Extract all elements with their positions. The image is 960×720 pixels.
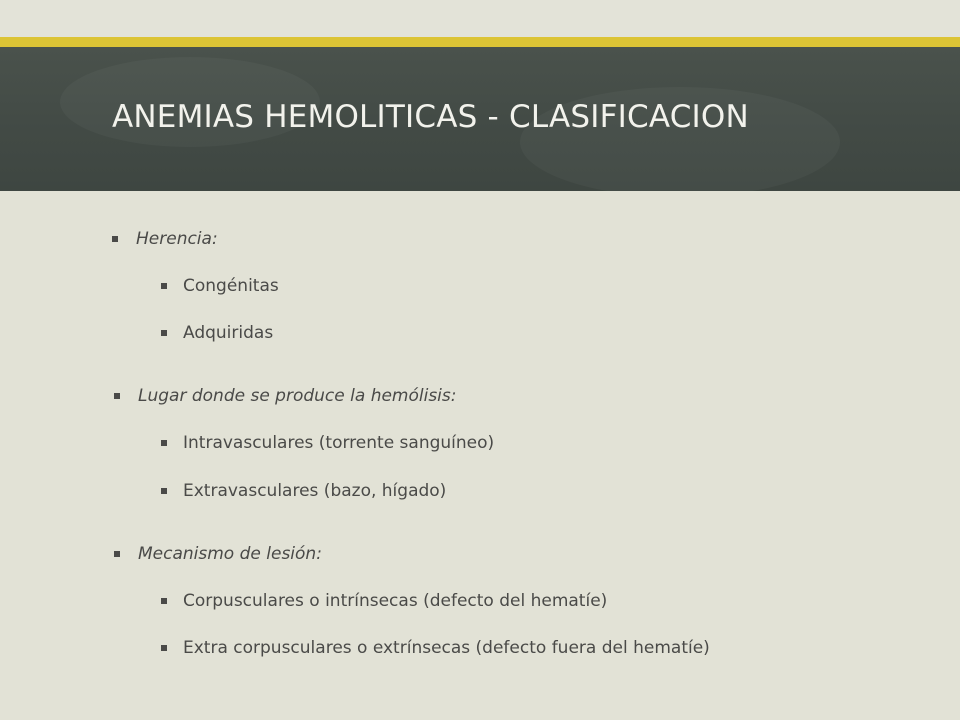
list-item — [161, 481, 446, 501]
section-heading-label: Herencia: — [136, 229, 218, 249]
list-item — [161, 433, 494, 453]
section-heading-lugar — [114, 386, 457, 406]
accent-bar — [0, 37, 960, 47]
list-item — [161, 323, 273, 343]
list-item — [161, 638, 710, 658]
square-bullet-icon — [161, 645, 167, 651]
section-heading-mecanismo — [114, 544, 322, 564]
list-item — [161, 276, 279, 296]
title-band — [0, 47, 960, 191]
section-heading-label: Lugar donde se produce la hemólisis: — [138, 386, 457, 406]
section-heading-herencia — [112, 229, 218, 249]
list-item-label: Adquiridas — [183, 323, 274, 343]
list-item-label: Intravasculares (torrente sanguíneo) — [183, 433, 495, 453]
list-item-label: Congénitas — [183, 276, 279, 296]
slide-title: ANEMIAS HEMOLITICAS - CLASIFICACION — [112, 99, 749, 135]
square-bullet-icon — [161, 488, 167, 494]
square-bullet-icon — [161, 598, 167, 604]
list-item-label: Extra corpusculares o extrínsecas (defecto fuera del hematíe) — [183, 638, 710, 658]
square-bullet-icon — [161, 440, 167, 446]
section-heading-label: Mecanismo de lesión: — [138, 544, 322, 564]
square-bullet-icon — [114, 551, 120, 557]
square-bullet-icon — [161, 330, 167, 336]
list-item-label: Extravasculares (bazo, hígado) — [183, 481, 447, 501]
list-item — [161, 591, 607, 611]
square-bullet-icon — [114, 393, 120, 399]
top-margin — [0, 0, 960, 37]
square-bullet-icon — [161, 283, 167, 289]
slide-content — [0, 191, 960, 720]
list-item-label: Corpusculares o intrínsecas (defecto del hematíe) — [183, 591, 608, 611]
square-bullet-icon — [112, 236, 118, 242]
